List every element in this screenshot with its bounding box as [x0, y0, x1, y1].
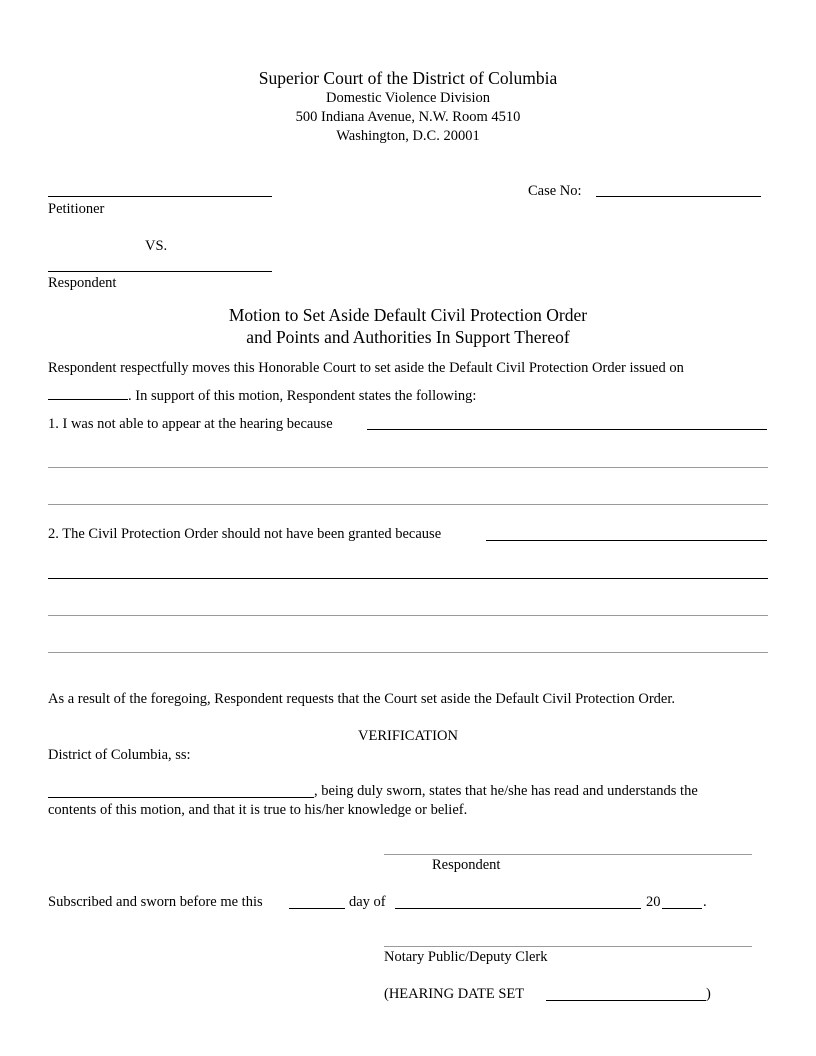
- conclusion-text: As a result of the foregoing, Respondent requests that the Court set aside the Default Civil Protection Order.: [48, 691, 675, 707]
- day-line[interactable]: [289, 908, 345, 909]
- item2-answer-line[interactable]: [486, 540, 767, 541]
- subscribed-label: Subscribed and sworn before me this: [48, 894, 263, 910]
- verification-heading: VERIFICATION: [358, 728, 458, 744]
- item1-label: 1. I was not able to appear at the hearing because: [48, 416, 333, 432]
- hearing-date-close: ): [706, 986, 711, 1002]
- sworn-statement-line2: contents of this motion, and that it is true to his/her knowledge or belief.: [48, 802, 468, 818]
- hearing-date-label: (HEARING DATE SET: [384, 986, 525, 1002]
- motion-intro-line1: Respondent respectfully moves this Honorable Court to set aside the Default Civil Protection Order issued on: [48, 360, 684, 376]
- item1-continuation-line[interactable]: [48, 467, 768, 468]
- notary-label: Notary Public/Deputy Clerk: [384, 949, 548, 965]
- item2-continuation-line[interactable]: [48, 652, 768, 653]
- item2-continuation-line[interactable]: [48, 578, 768, 579]
- case-no-label: Case No:: [528, 183, 582, 199]
- district-label: District of Columbia, ss:: [48, 747, 191, 763]
- motion-title-line1: Motion to Set Aside Default Civil Protection Order: [228, 305, 588, 325]
- year-suffix: .: [703, 894, 707, 910]
- case-no-line[interactable]: [596, 196, 761, 197]
- year-prefix: 20: [646, 894, 661, 910]
- vs-label: VS.: [145, 238, 168, 254]
- year-line[interactable]: [662, 908, 702, 909]
- motion-intro-line2: . In support of this motion, Respondent states the following:: [128, 388, 477, 404]
- respondent-name-line[interactable]: [48, 271, 272, 272]
- court-title: Superior Court of the District of Columbia: [258, 68, 558, 88]
- month-line[interactable]: [395, 908, 641, 909]
- item2-label: 2. The Civil Protection Order should not have been granted because: [48, 526, 442, 542]
- hearing-date-line[interactable]: [546, 1000, 706, 1001]
- day-of-label: day of: [349, 894, 386, 910]
- motion-title-line2: and Points and Authorities In Support Thereof: [246, 327, 570, 347]
- respondent-signature-label: Respondent: [432, 857, 501, 873]
- item2-continuation-line[interactable]: [48, 615, 768, 616]
- item1-continuation-line[interactable]: [48, 504, 768, 505]
- petitioner-name-line[interactable]: [48, 196, 272, 197]
- division-name: Domestic Violence Division: [326, 90, 490, 106]
- respondent-label: Respondent: [48, 275, 117, 291]
- sworn-statement-line1: , being duly sworn, states that he/she has read and understands the: [314, 783, 698, 799]
- item1-answer-line[interactable]: [367, 429, 767, 430]
- affiant-name-line[interactable]: [48, 797, 314, 798]
- notary-signature-line[interactable]: [384, 946, 752, 947]
- court-address: 500 Indiana Avenue, N.W. Room 4510: [295, 109, 521, 125]
- court-city: Washington, D.C. 20001: [336, 128, 480, 144]
- respondent-signature-line[interactable]: [384, 854, 752, 855]
- petitioner-label: Petitioner: [48, 201, 105, 217]
- order-date-line[interactable]: [48, 399, 128, 400]
